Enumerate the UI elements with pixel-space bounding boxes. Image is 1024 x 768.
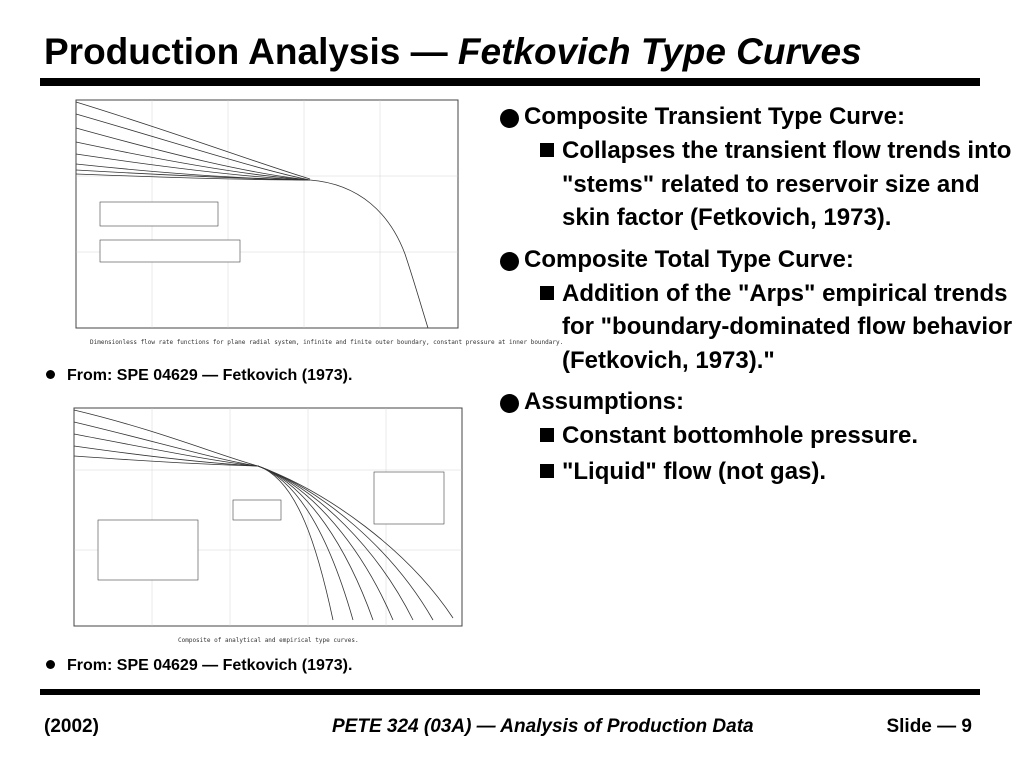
slide-title (44, 30, 862, 74)
bullet-assumptions (500, 387, 1015, 417)
bullet-square-icon (540, 286, 554, 300)
title-main: Production Analysis — (44, 31, 448, 72)
footer-year: (2002) (44, 716, 99, 737)
sub-bullet-addition (500, 277, 1015, 378)
sub-bullet-text: "Liquid" flow (not gas). (562, 457, 827, 485)
bullet-composite-transient (500, 102, 1015, 132)
figure-source-1 (46, 366, 352, 386)
footer-course: PETE 324 (03A) — Analysis of Production Data (332, 716, 754, 737)
title-italic: Fetkovich Type Curves (457, 31, 862, 72)
bullet-square-icon (540, 143, 554, 157)
figure-source-1-text: From: SPE 04629 — Fetkovich (1973). (67, 367, 353, 384)
transient-type-curve-plot (60, 94, 564, 356)
figure-transient-type-curves (60, 94, 564, 356)
bullet-square-icon (540, 464, 554, 478)
sub-bullet-text: Addition of the "Arps" empirical trends for "boundary-dominated flow behavior (Fetkovich, 1973)." (562, 279, 1013, 374)
sub-bullet-constant-pressure (500, 419, 1015, 453)
bullet-composite-total (500, 245, 1015, 275)
sub-bullet-liquid-flow (500, 455, 1015, 489)
figure-source-2 (46, 656, 352, 676)
sub-bullet-collapses (500, 134, 1015, 235)
sub-bullet-text: Constant bottomhole pressure. (562, 422, 919, 449)
composite-type-curve-plot (58, 400, 468, 646)
bullet-circle-icon (500, 109, 519, 128)
caption-bullet-icon (46, 660, 55, 669)
bullet-text: Assumptions: (524, 388, 685, 415)
figure-caption-2: Composite of analytical and empirical type curves. (178, 637, 359, 644)
title-rule (40, 78, 980, 86)
figure-caption-1: Dimensionless flow rate functions for plane radial system, infinite and finite outer boundary, constant pressure at inner boundary. (90, 339, 564, 346)
bullet-text: Composite Total Type Curve: (524, 245, 854, 273)
bullet-list (500, 102, 1015, 488)
footer-slide-number: Slide — 9 (886, 716, 972, 737)
bullet-circle-icon (500, 394, 519, 413)
caption-bullet-icon (46, 370, 55, 379)
footer-rule (40, 689, 980, 695)
figure-composite-type-curves (58, 400, 468, 646)
figure-source-2-text: From: SPE 04629 — Fetkovich (1973). (67, 657, 353, 674)
sub-bullet-text: Collapses the transient flow trends into "stems" related to reservoir size and skin factor (Fetkovich, 1973). (562, 137, 1012, 231)
bullet-circle-icon (500, 252, 519, 271)
bullet-square-icon (540, 428, 554, 442)
bullet-text: Composite Transient Type Curve: (524, 103, 905, 130)
